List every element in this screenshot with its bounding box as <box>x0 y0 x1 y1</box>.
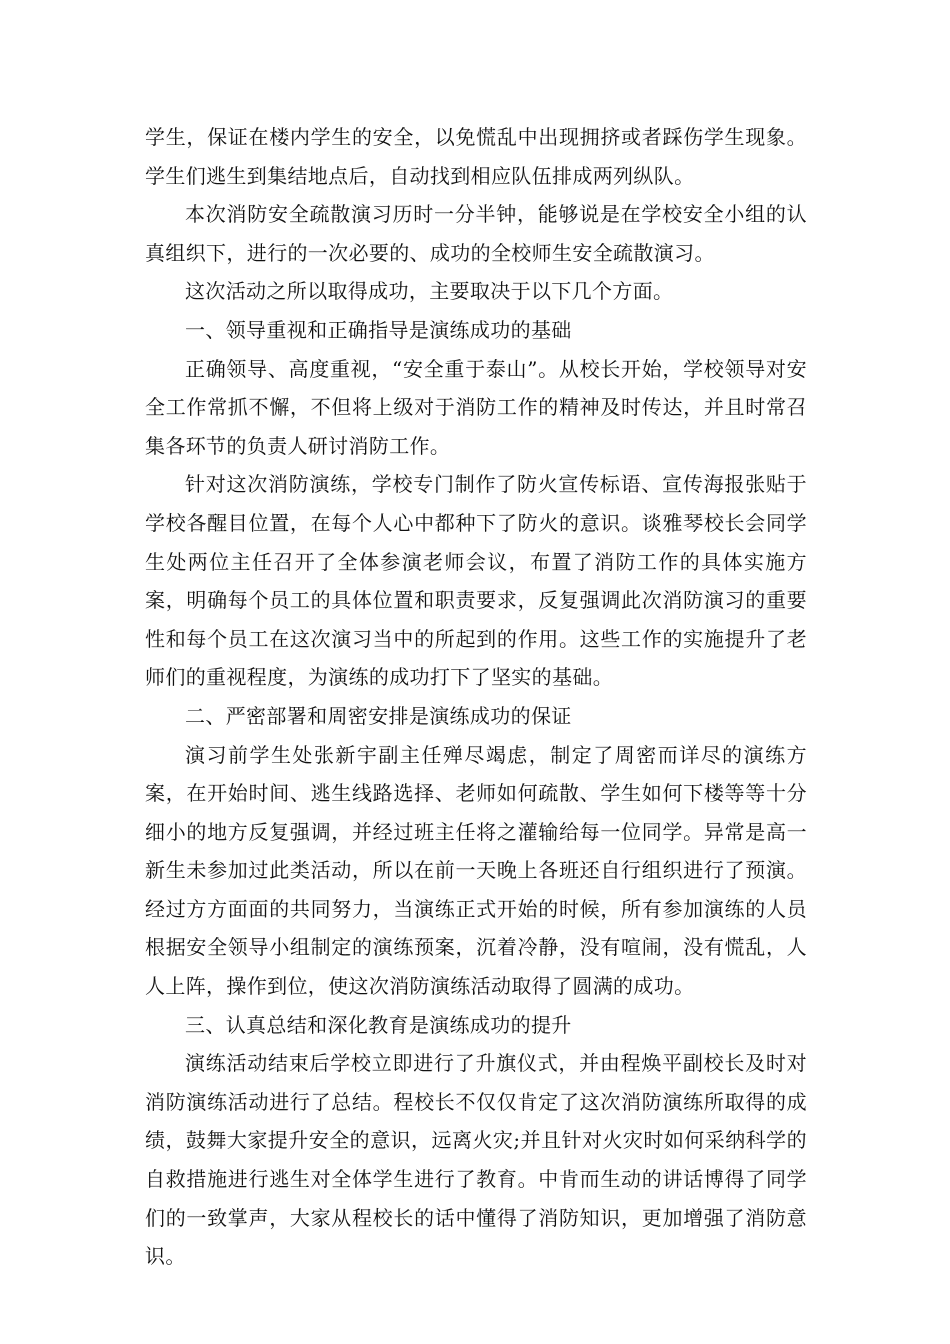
paragraph-success-intro: 这次活动之所以取得成功，主要取决于以下几个方面。 <box>185 279 674 304</box>
section-heading-3: 三、认真总结和深化教育是演练成功的提升 <box>185 1012 572 1037</box>
paragraph-drill-summary: 本次消防安全疏散演习历时一分半钟，能够说是在学校安全小组的认真组织下，进行的一次必要的、成功的全校师生安全疏散演习。 <box>145 202 807 265</box>
paragraph-preparation: 针对这次消防演练，学校专门制作了防火宣传标语、宣传海报张贴于学校各醒目位置，在每个人心中都种下了防火的意识。谈雅琴校长会同学生处两位主任召开了全体参演老师会议，布置了消防工作的具体实施方案，明确每个员工的具体位置和职责要求，反复强调此次消防演习的重要性和每个员工在这次演习当中的所起到的作用。这些工作的实施提升了老师们的重视程度，为演练的成功打下了坚实的基础。 <box>145 472 807 690</box>
paragraph-leadership: 正确领导、高度重视，“安全重于泰山”。从校长开始，学校领导对安全工作常抓不懈，不但将上级对于消防工作的精神及时传达，并且时常召集各环节的负责人研讨消防工作。 <box>145 356 807 458</box>
section-heading-1: 一、领导重视和正确指导是演练成功的基础 <box>185 317 572 342</box>
paragraph-deployment: 演习前学生处张新宇副主任殚尽竭虑，制定了周密而详尽的演练方案，在开始时间、逃生线路选择、老师如何疏散、学生如何下楼等等十分细小的地方反复强调，并经过班主任将之灌输给每一位同学。异常是高一新生未参加过此类活动，所以在前一天晚上各班还自行组织进行了预演。经过方方面面的共同努力，当演练正式开始的时候，所有参加演练的人员根据安全领导小组制定的演练预案，沉着冷静，没有喧闹，没有慌乱，人人上阵，操作到位，使这次消防演练活动取得了圆满的成功。 <box>145 742 807 999</box>
document-body <box>145 118 807 1276</box>
section-heading-2: 二、严密部署和周密安排是演练成功的保证 <box>185 703 572 728</box>
paragraph-summary-education: 演练活动结束后学校立即进行了升旗仪式，并由程焕平副校长及时对消防演练活动进行了总结。程校长不仅仅肯定了这次消防演练所取得的成绩，鼓舞大家提升安全的意识，远离火灾;并且针对火灾时如何采纳科学的自救措施进行逃生对全体学生进行了教育。中肯而生动的讲话博得了同学们的一致掌声，大家从程校长的话中懂得了消防知识，更加增强了消防意识。 <box>145 1051 807 1269</box>
paragraph-continuation: 学生，保证在楼内学生的安全，以免慌乱中出现拥挤或者踩伤学生现象。学生们逃生到集结地点后，自动找到相应队伍排成两列纵队。 <box>145 125 807 188</box>
